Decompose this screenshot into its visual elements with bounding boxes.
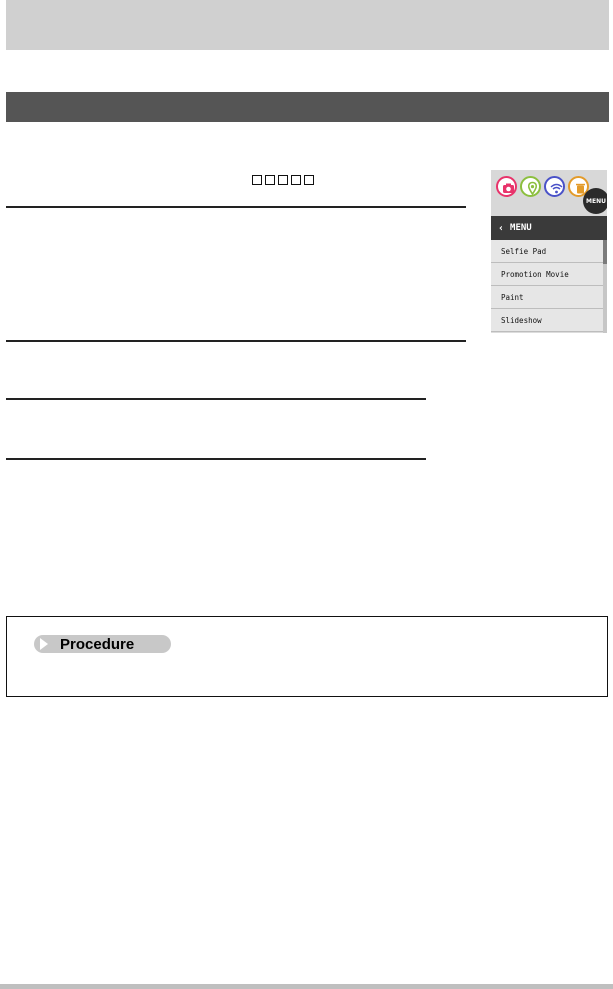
camera-icon xyxy=(496,176,517,197)
checkbox-square xyxy=(265,175,275,185)
table-rule xyxy=(6,398,426,400)
scrollbar-thumb xyxy=(603,240,607,264)
top-header-band xyxy=(6,0,609,50)
play-triangle-icon xyxy=(40,638,48,650)
menu-item: Paint xyxy=(491,286,603,309)
menu-header xyxy=(491,216,607,240)
chevron-left-icon: ‹ xyxy=(498,222,505,234)
procedure-label-text: Procedure xyxy=(60,635,135,653)
checkbox-group xyxy=(252,175,314,185)
footer-rule xyxy=(0,984,613,989)
menu-item: Promotion Movie xyxy=(491,263,603,286)
phone-screen-illustration xyxy=(491,170,607,333)
checkbox-square xyxy=(291,175,301,185)
menu-item: Slideshow xyxy=(491,309,603,332)
table-rule xyxy=(6,458,426,460)
scrollbar xyxy=(603,240,607,333)
checkbox-square xyxy=(304,175,314,185)
table-rule xyxy=(6,206,466,208)
checkbox-square xyxy=(278,175,288,185)
icon-row xyxy=(491,170,607,216)
section-heading-bar xyxy=(6,92,609,122)
map-pin-icon xyxy=(520,176,541,197)
menu-header-label: MENU xyxy=(510,223,532,233)
table-rule xyxy=(6,340,466,342)
procedure-box xyxy=(6,616,608,697)
procedure-label xyxy=(34,635,171,653)
menu-item: Selfie Pad xyxy=(491,240,603,263)
wifi-icon xyxy=(544,176,565,197)
menu-button-icon: MENU xyxy=(583,188,607,214)
checkbox-square xyxy=(252,175,262,185)
menu-list xyxy=(491,240,603,332)
